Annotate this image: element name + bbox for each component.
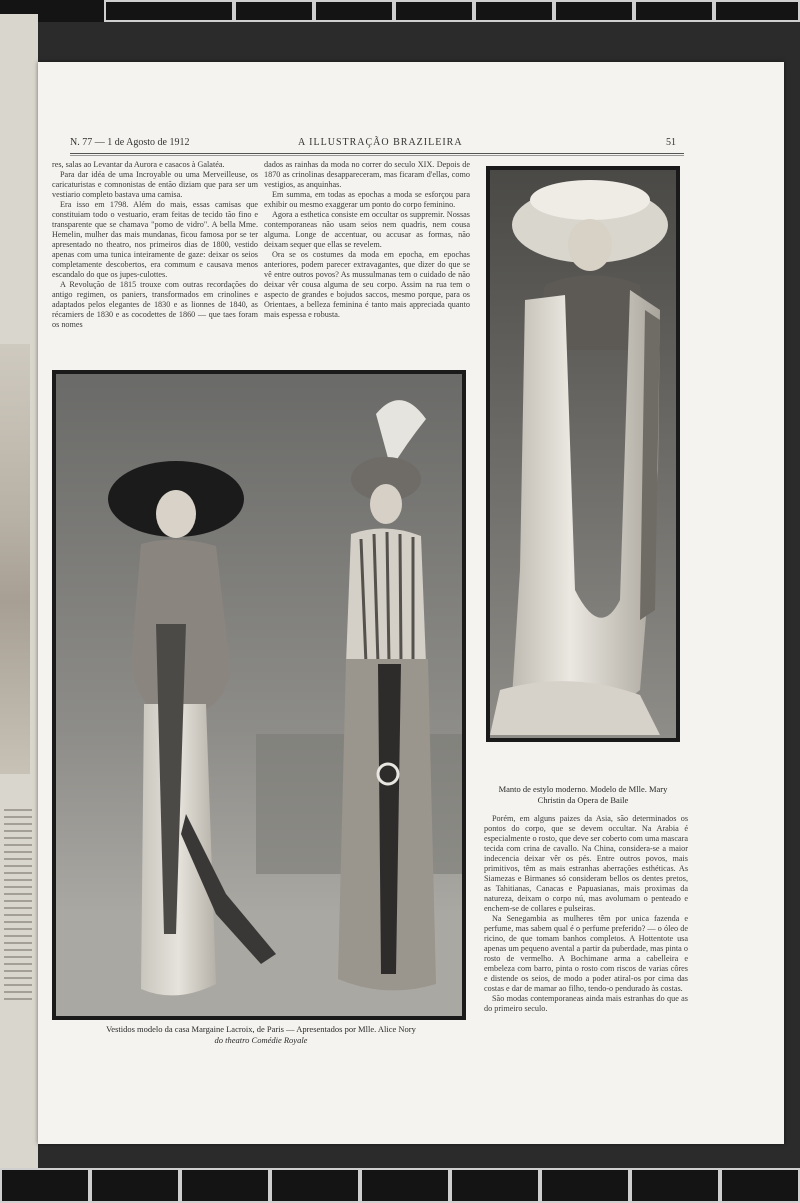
adjacent-page-text — [4, 804, 32, 1004]
ruler-cell — [234, 0, 314, 22]
fashion-photo-two-women — [52, 370, 466, 1020]
paragraph: Porém, em alguns paizes da Asia, são determinados os pontos do corpo, que se devem occultar. Na Arabia é especialmente o rosto, que deve ser coberto com uma mascara tecida com crina de cavallo. Na China, considera-se a maior indecencia deixar vêr os pés. Entre outros povos, mais primitivos, têm as mais estranhas aberrações esthéticas. As Siamezas e Birmanes só consideram bellos os dentes pretos, as Tahitianas, Canacas e Papuasianas, mais proximas da natureza, deixam o corpo nú, mas avolumam o penteado e enchem-se de collares e pulseiras. — [484, 814, 688, 913]
caption-line: Christin da Opera de Baile — [537, 795, 629, 805]
ruler-cell — [0, 1168, 90, 1203]
paragraph: Era isso em 1798. Além do mais, essas camisas que constituiam todo o vestuario, eram feitas de tecido tão fino e transparente que se chamava "pomo de vidro". A bella Mme. Hemelin, mulher das mais mundanas, ficou famosa por se ter apresentado no theatro, nos primeiros dias de 1800, vestido apenas com uma tunica inteiramente de gaze: deixar os seios completamente descobertos, era commum e causava menos escandalo do que os jupes-culottes. — [52, 200, 258, 279]
paragraph: Ora se os costumes da moda em epocha, em epochas anteriores, podem parecer extravagantes, que dizer do que se vê entre outros povos? As mussulmanas tem o cuidado de não deixar vêr cousa alguma de seu corpo. Assim na rua tem o aspecto de grandes e bojudos saccos, mesmo porque, para os Orientaes, a belleza feminina é tanto mais appreciada quanto mais espessa e robusta. — [264, 250, 470, 319]
ruler-cell — [394, 0, 474, 22]
ruler-cell — [314, 0, 394, 22]
ruler-cell — [180, 1168, 270, 1203]
text-column-2 — [264, 160, 470, 360]
magazine-title: A ILLUSTRAÇÃO BRAZILEIRA — [298, 137, 463, 148]
ruler-cell — [450, 1168, 540, 1203]
photo-scene — [56, 374, 462, 1016]
ruler-cell — [720, 1168, 800, 1203]
paragraph: dados as rainhas da moda no correr do seculo XIX. Depois de 1870 as crinolinas desappareceram, mas ficaram d'ellas, como vestigios, as anquinhas. — [264, 160, 470, 189]
header-rule — [70, 153, 684, 154]
mantle-photo-caption — [478, 784, 688, 806]
scan-ruler-bottom — [0, 1168, 800, 1203]
photo-scene — [490, 170, 676, 738]
adjacent-page-illustration — [0, 344, 30, 774]
paragraph: res, salas ao Levantar da Aurora e casacos à Galatéa. — [52, 160, 225, 169]
page-number: 51 — [666, 137, 676, 148]
caption-line: Manto de estylo moderno. Modelo de Mlle. Mary — [498, 784, 668, 794]
ruler-cell — [270, 1168, 360, 1203]
ruler-cell — [540, 1168, 630, 1203]
caption-line: Vestidos modelo da casa Margaine Lacroix, de Paris — Apresentados por Mlle. Alice Nory — [106, 1024, 416, 1034]
ruler-cell — [104, 0, 234, 22]
text-column-3 — [484, 814, 688, 1048]
main-photo-caption — [46, 1024, 476, 1046]
scan-ruler-top — [0, 0, 800, 22]
paragraph: Em summa, em todas as epochas a moda se esforçou para exhibir ou mesmo exaggerar um ponto do corpo feminino. — [264, 190, 470, 209]
text-column-1 — [52, 160, 258, 360]
paragraph: São modas contemporaneas ainda mais estranhas do que as do primeiro seculo. — [484, 994, 688, 1013]
ruler-cell — [714, 0, 800, 22]
caption-line: do theatro Comédie Royale — [214, 1035, 308, 1045]
page-header — [70, 137, 684, 151]
ruler-cell — [630, 1168, 720, 1203]
fashion-photo-mantle — [486, 166, 680, 742]
issue-date: N. 77 — 1 de Agosto de 1912 — [70, 137, 190, 148]
ruler-cell — [634, 0, 714, 22]
header-rule-secondary — [70, 155, 684, 156]
ruler-cell — [474, 0, 554, 22]
ruler-cell — [360, 1168, 450, 1203]
paragraph: A Revolução de 1815 trouxe com outras recordações do antigo regimen, os paniers, transformados em crinolines e adaptados pelos elegantes de 1830 e as lionnes de 1840, as récamiers de 1830 e as cocodettes de 1860 — que taes foram os nomes — [52, 280, 258, 329]
magazine-page — [38, 62, 784, 1144]
ruler-cell — [90, 1168, 180, 1203]
ruler-cell — [554, 0, 634, 22]
paragraph: Agora a esthetica consiste em occultar os suppremir. Nossas contemporaneas não usam seios nem quadris, nem cousa alguma. Longe de accentuar, ou accusar as formas, não deixam sequer que ellas se revelem. — [264, 210, 470, 249]
adjacent-page-edge — [0, 14, 38, 1174]
paragraph: Para dar idéa de uma Incroyable ou uma Merveilleuse, os caricaturistas e comnonistas de então diziam que para ser um vestiario completo bastava uma camisa. — [52, 170, 258, 199]
paragraph: Na Senegambia as mulheres têm por unica fazenda e perfume, mas sabem qual é o perfume preferido? — o óleo de ricino, de que tomam banhos completos. A Hottentote usa apenas um pequeno avental a partir da puberdade, mas pinta o rosto de vermelho. A Bochimane arma a cabelleira e embeleza com barro, pinta o rosto com riscos de varias côres e distende os seios, de modo a poder atiral-os por cima das costas e dar de mamar ao filho, tendo-o pendurado às costas. — [484, 914, 688, 993]
